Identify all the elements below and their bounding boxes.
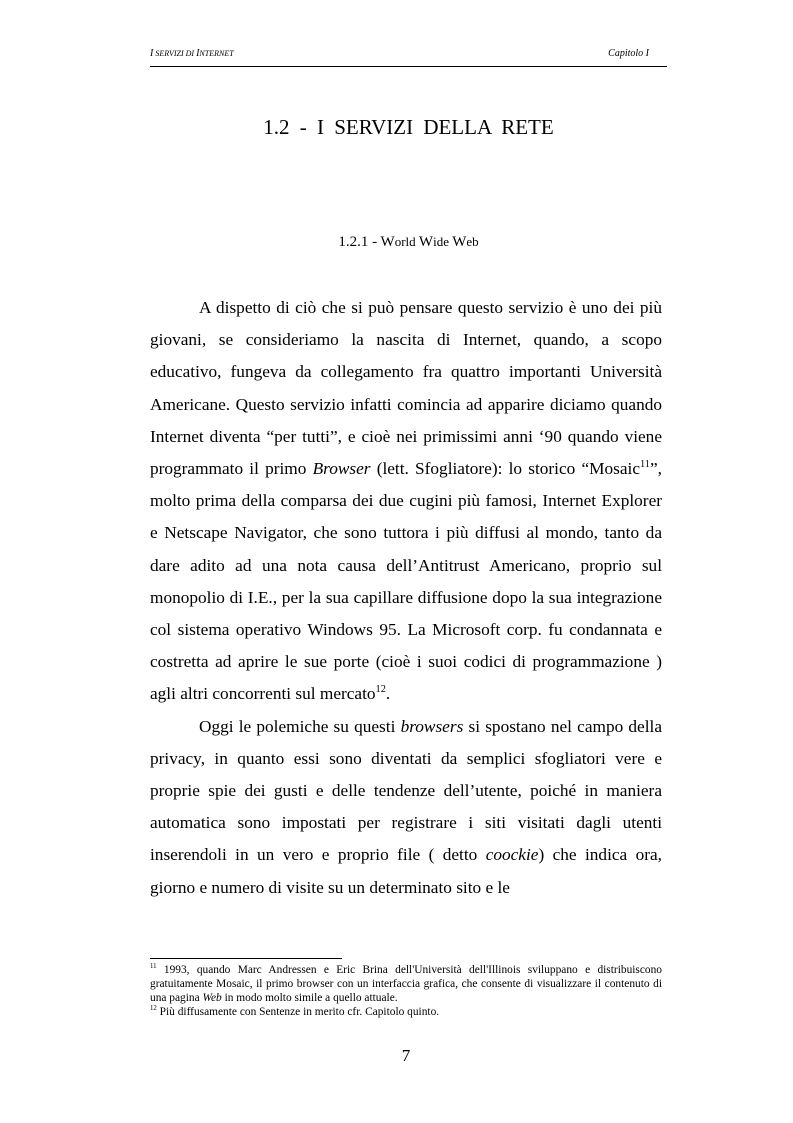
page-number: 7 [401,1046,411,1065]
footnotes [150,963,662,1019]
header-chapter-number: Capitolo I [608,48,649,59]
header-chapter-title: I SERVIZI DI INTERNET [150,48,234,59]
section-title: 1.2 - I SERVIZI DELLA RETE [263,115,554,139]
subsection-title: 1.2.1 - World Wide Web [338,234,479,250]
paragraph: Oggi le polemiche su questi browsers si spostano nel campo della privacy, in quanto essi sono diventati da semplici sfogliatori vere e proprie spie dei gusti e delle tendenze dell’utente, poiché in maniera automatica sono impostati per registrare i siti visitati dagli utenti inserendoli in un vero e proprio file ( detto coockie) che indica ora, giorno e numero di visite su un determinato sito e le [150,716,662,897]
body-text [150,292,662,904]
footnote-ref: 12 [375,684,386,696]
footnote-separator [150,958,342,959]
paragraph: A dispetto di ciò che si può pensare questo servizio è uno dei più giovani, se consideriamo la nascita di Internet, quando, a scopo educativo, fungeva da collegamento fra quattro importanti Università Americane. Questo servizio infatti comincia ad apparire diciamo quando Internet diventa “per tutti”, e cioè nei primissimi anni ‘90 quando viene programmato il primo Browser (lett. Sfogliatore): lo storico “Mosaic$^{11}$”, molto prima della comparsa dei due cugini più famosi, Internet Explorer e Netscape Navigator, che sono tuttora i più diffusi al mondo, tanto da dare adito ad una nota causa dell’Antitrust Americano, proprio sul monopolio di I.E., per la sua capillare diffusione dopo la sua integrazione col sistema operativo Windows 95. La Microsoft corp. fu condannata e costretta ad aprire le sue porte (cioè i suoi codici di programmazione ) agli altri concorrenti sul mercato$^{12}$. [150,298,662,704]
footnote: $^{11}$ 1993, quando Marc Andressen e Eric Brina dell'Università dell'Illinois sviluppano e distribuiscono gratuitamente Mosaic, il primo browser con un interfaccia grafica, che consente di visualizzare il contenuto di una pagina Web in modo molto simile a quello attuale. [150,963,662,1004]
footnote-ref: 11 [640,459,650,471]
footnote: $^{12}$ Più diffusamente con Sentenze in merito cfr. Capitolo quinto. [150,1005,440,1018]
running-header [150,44,667,67]
